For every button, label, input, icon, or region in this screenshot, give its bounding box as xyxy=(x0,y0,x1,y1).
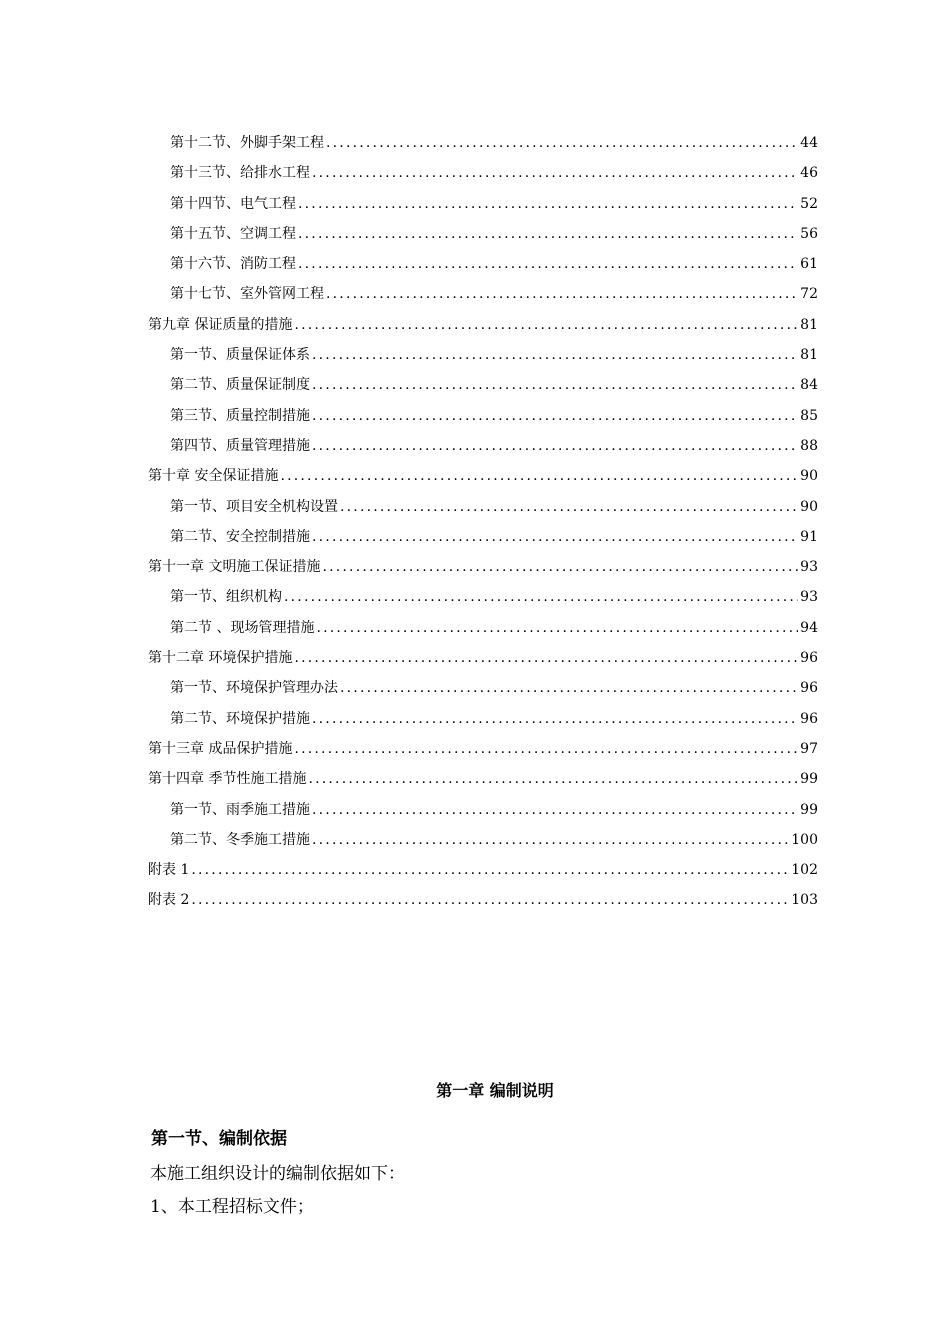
toc-page-number: 52 xyxy=(800,195,818,212)
toc-entry-title: 第十七节、室外管网工程 xyxy=(170,286,324,303)
toc-entry-title: 第二节 、现场管理措施 xyxy=(170,619,315,636)
toc-page-number: 93 xyxy=(800,589,818,606)
toc-page-number: 56 xyxy=(800,225,818,242)
toc-entry-title: 第十四章 季节性施工措施 xyxy=(148,771,307,788)
toc-page-number: 96 xyxy=(800,680,818,697)
toc-entry[interactable] xyxy=(148,158,818,188)
toc-entry-title: 第十二章 环境保护措施 xyxy=(148,650,293,667)
toc-entry[interactable] xyxy=(148,795,818,825)
toc-leader-dots xyxy=(294,734,798,764)
toc-page-number: 103 xyxy=(791,892,818,909)
toc-page-number: 100 xyxy=(791,831,818,848)
toc-entry-title: 附表 2 xyxy=(148,892,190,909)
toc-leader-dots xyxy=(312,158,798,188)
toc-leader-dots xyxy=(316,613,798,643)
toc-leader-dots xyxy=(312,370,798,400)
toc-entry-title: 第九章 保证质量的措施 xyxy=(148,316,293,333)
toc-entry[interactable] xyxy=(148,582,818,612)
toc-entry-title: 第十章 安全保证措施 xyxy=(148,468,279,485)
toc-page-number: 97 xyxy=(800,740,818,757)
body-paragraph: 1、本工程招标文件； xyxy=(150,1197,314,1217)
chapter-heading: 第一章 编制说明 xyxy=(436,1081,554,1100)
toc-entry-title: 第十六节、消防工程 xyxy=(170,256,296,273)
toc-entry-title: 第十三节、给排水工程 xyxy=(170,165,310,182)
toc-leader-dots xyxy=(326,128,798,158)
toc-leader-dots xyxy=(284,582,798,612)
toc-entry[interactable] xyxy=(148,340,818,370)
toc-leader-dots xyxy=(312,704,798,734)
toc-leader-dots xyxy=(340,673,798,703)
toc-entry[interactable] xyxy=(148,734,818,764)
toc-entry-title: 第二节、环境保护措施 xyxy=(170,710,310,727)
toc-leader-dots xyxy=(280,461,798,491)
toc-entry-title: 第一节、项目安全机构设置 xyxy=(170,498,338,515)
toc-entry-title: 第一节、雨季施工措施 xyxy=(170,801,310,818)
toc-entry-title: 第三节、质量控制措施 xyxy=(170,407,310,424)
toc-leader-dots xyxy=(312,795,798,825)
toc-page-number: 88 xyxy=(800,437,818,454)
toc-leader-dots xyxy=(298,219,798,249)
toc-page-number: 85 xyxy=(800,407,818,424)
body-paragraph: 本施工组织设计的编制依据如下： xyxy=(150,1164,405,1184)
toc-entry[interactable] xyxy=(148,613,818,643)
toc-leader-dots xyxy=(294,643,798,673)
toc-entry[interactable] xyxy=(148,219,818,249)
toc-entry[interactable] xyxy=(148,552,818,582)
toc-entry[interactable] xyxy=(148,764,818,794)
toc-entry[interactable] xyxy=(148,825,818,855)
toc-entry-title: 第一节、组织机构 xyxy=(170,589,282,606)
toc-leader-dots xyxy=(191,855,789,885)
toc-entry[interactable] xyxy=(148,189,818,219)
toc-entry-title: 附表 1 xyxy=(148,862,190,879)
toc-entry[interactable] xyxy=(148,492,818,522)
toc-entry-title: 第十三章 成品保护措施 xyxy=(148,740,293,757)
toc-page-number: 72 xyxy=(800,286,818,303)
table-of-contents xyxy=(148,128,818,916)
toc-leader-dots xyxy=(340,492,798,522)
toc-page-number: 46 xyxy=(800,165,818,182)
toc-leader-dots xyxy=(326,279,798,309)
toc-entry[interactable] xyxy=(148,885,818,915)
toc-page-number: 61 xyxy=(800,256,818,273)
toc-entry-title: 第十二节、外脚手架工程 xyxy=(170,135,324,151)
toc-entry[interactable] xyxy=(148,855,818,885)
toc-entry-title: 第十一章 文明施工保证措施 xyxy=(148,559,321,576)
toc-entry[interactable] xyxy=(148,279,818,309)
toc-entry[interactable] xyxy=(148,704,818,734)
toc-entry[interactable] xyxy=(148,370,818,400)
toc-page-number: 96 xyxy=(800,650,818,667)
toc-entry-title: 第一节、质量保证体系 xyxy=(170,347,310,364)
toc-leader-dots xyxy=(312,340,798,370)
toc-page-number: 90 xyxy=(800,468,818,485)
toc-page-number: 99 xyxy=(800,771,818,788)
toc-entry[interactable] xyxy=(148,310,818,340)
toc-page-number: 84 xyxy=(800,377,818,394)
toc-page-number: 99 xyxy=(800,801,818,818)
toc-page-number: 44 xyxy=(800,135,818,151)
toc-page-number: 102 xyxy=(791,862,818,879)
toc-page-number: 90 xyxy=(800,498,818,515)
toc-entry[interactable] xyxy=(148,461,818,491)
toc-entry[interactable] xyxy=(148,249,818,279)
toc-leader-dots xyxy=(312,401,798,431)
toc-entry-title: 第二节、安全控制措施 xyxy=(170,528,310,545)
toc-entry-title: 第十五节、空调工程 xyxy=(170,225,296,242)
toc-page-number: 81 xyxy=(800,316,818,333)
toc-entry-title: 第一节、环境保护管理办法 xyxy=(170,680,338,697)
toc-leader-dots xyxy=(294,310,798,340)
toc-entry-title: 第十四节、电气工程 xyxy=(170,195,296,212)
toc-entry-title: 第二节、质量保证制度 xyxy=(170,377,310,394)
section-heading: 第一节、编制依据 xyxy=(151,1129,287,1149)
toc-leader-dots xyxy=(298,249,798,279)
toc-leader-dots xyxy=(312,825,789,855)
toc-page-number: 94 xyxy=(800,619,818,636)
toc-leader-dots xyxy=(312,431,798,461)
toc-entry[interactable] xyxy=(148,522,818,552)
toc-leader-dots xyxy=(298,189,798,219)
toc-leader-dots xyxy=(191,885,789,915)
toc-entry[interactable] xyxy=(148,128,818,158)
toc-leader-dots xyxy=(312,522,798,552)
toc-page-number: 96 xyxy=(800,710,818,727)
toc-entry[interactable] xyxy=(148,401,818,431)
toc-entry[interactable] xyxy=(148,643,818,673)
toc-leader-dots xyxy=(322,552,798,582)
toc-entry-title: 第四节、质量管理措施 xyxy=(170,437,310,454)
toc-page-number: 91 xyxy=(800,528,818,545)
toc-page-number: 81 xyxy=(800,347,818,364)
toc-entry[interactable] xyxy=(148,673,818,703)
toc-entry-title: 第二节、冬季施工措施 xyxy=(170,831,310,848)
toc-entry[interactable] xyxy=(148,431,818,461)
toc-leader-dots xyxy=(308,764,798,794)
toc-page-number: 93 xyxy=(800,559,818,576)
